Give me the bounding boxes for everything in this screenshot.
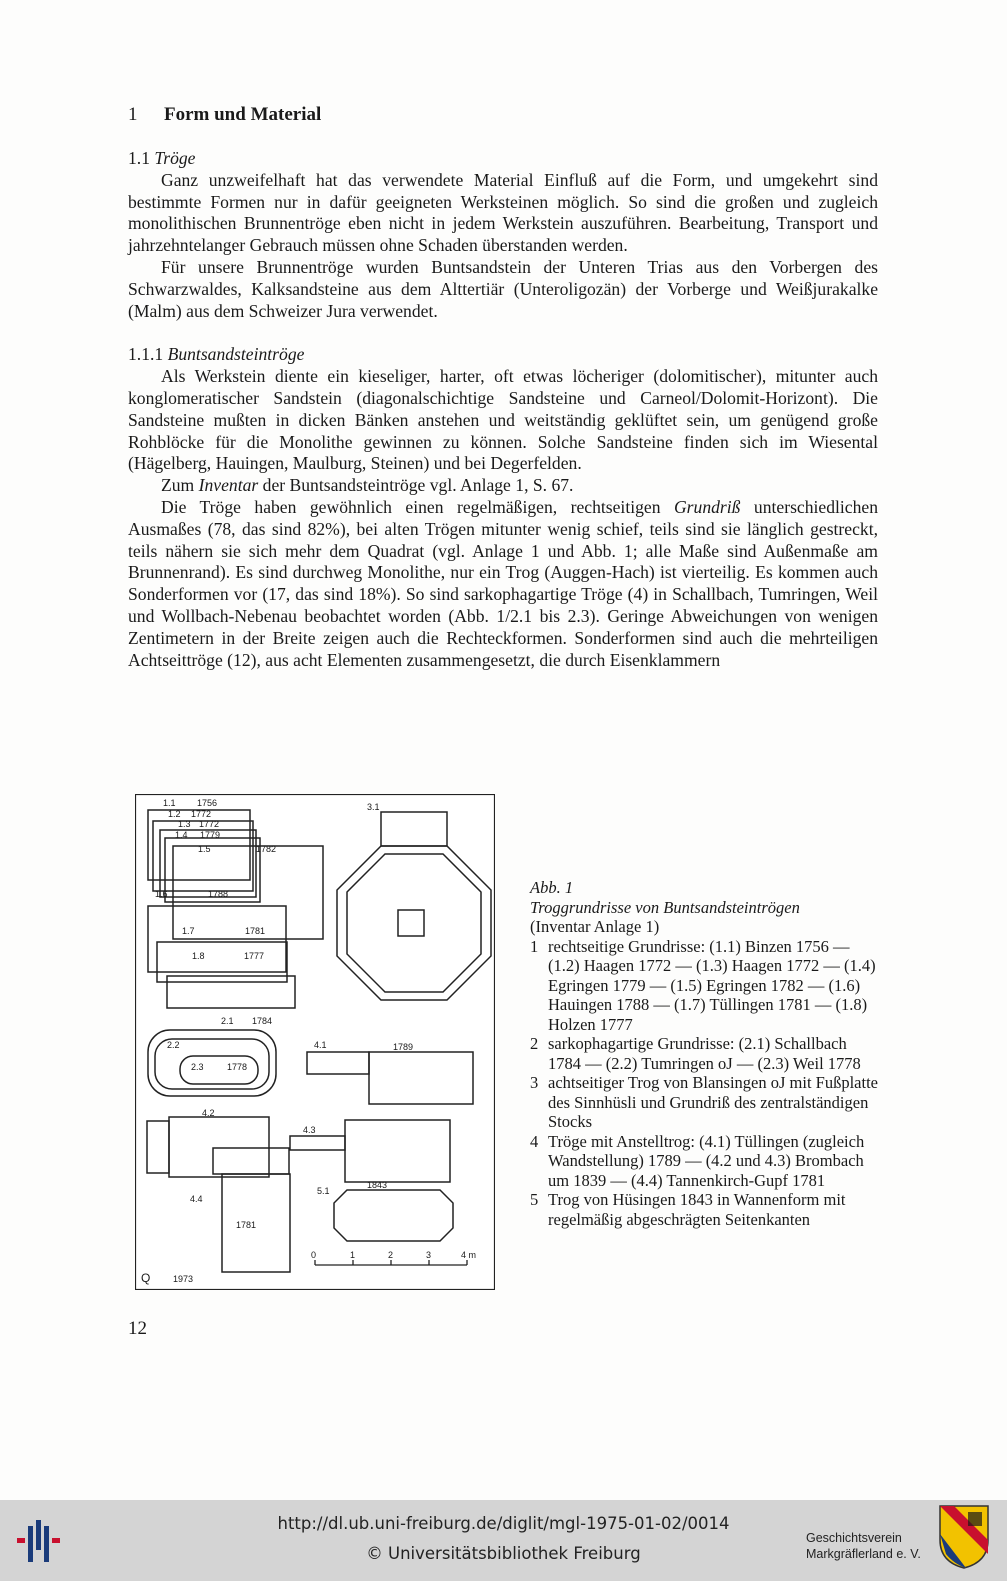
label-4-3: 4.3	[303, 1125, 316, 1135]
society-name	[806, 1530, 921, 1562]
year-5-1: 1843	[367, 1180, 388, 1190]
caption-title: Troggrundrisse von Buntsandsteintrögen	[530, 897, 800, 917]
caption-item-text: sarkophagartige Grundrisse: (2.1) Schallbach 1784 — (2.2) Tumringen oJ — (2.3) Weil 1778	[548, 1034, 861, 1073]
scale-4: 4 m	[461, 1250, 477, 1260]
figure-caption	[530, 878, 880, 1229]
paragraph: Als Werkstein diente ein kieseliger, harter, oft etwas löcheriger (dolomitischer), mitunter auch konglomeratischer Sandstein (diagonalschichtige Sandsteine und Carneol/Dolomit-Horizont). Die Sandsteine mußten in dicken Bänken anstehen und weitständig geklüftet sein, um genügend große Rohblöcke für die Monolithe gewinnen zu können. Solche Sandsteine finden sich im Wiesental (Hägelberg, Hauingen, Maulburg, Steinen) und bei Degerfelden.	[128, 366, 878, 474]
scale-2: 2	[388, 1250, 394, 1260]
figure-year: 1973	[173, 1274, 194, 1284]
caption-abb: Abb. 1	[530, 878, 574, 897]
scale-0: 0	[311, 1250, 317, 1260]
year-2-1: 1784	[252, 1016, 273, 1026]
year-2-3: 1778	[227, 1062, 248, 1072]
text-span: der Buntsandsteintröge vgl. Anlage 1, S. 67.	[258, 475, 574, 496]
label-1-7: 1.7	[182, 926, 195, 936]
paragraph: Ganz unzweifelhaft hat das verwendete Material Einfluß auf die Form, und umgekehrt sind bestimmte Formen nur in dafür geeigneten Werksteinen möglich. So sind die großen und zugleich monolithischen Brunnentröge eben nicht in jedem Werkstein auszuführen. Bearbeitung, Transport und jahrzehntelanger Gebrauch müssen ohne Schaden überstanden werden.	[128, 169, 878, 256]
caption-item-number: 2	[530, 1034, 539, 1053]
year-4-4: 1781	[236, 1220, 257, 1230]
paragraph	[128, 475, 878, 497]
section-number: 1	[128, 104, 138, 125]
figure-drawing	[135, 794, 495, 1290]
label-1-2: 1.2	[168, 809, 181, 819]
caption-item-number: 5	[530, 1190, 539, 1209]
subsection-title: Tröge	[154, 148, 196, 168]
scale-3: 3	[426, 1250, 432, 1260]
label-1-8: 1.8	[192, 951, 205, 961]
subsection-number: 1.1	[128, 148, 150, 168]
section-title: Form und Material	[164, 104, 322, 125]
body-text	[128, 148, 878, 671]
label-4-1: 4.1	[314, 1040, 327, 1050]
caption-item-text: achtseitiger Trog von Blansingen oJ mit Fußplatte des Sinnhüsli und Grundriß des zentralständigen Stocks	[548, 1073, 878, 1131]
year-1-1: 1756	[197, 798, 218, 808]
label-4-2: 4.2	[202, 1108, 215, 1118]
year-4-1: 1789	[393, 1042, 414, 1052]
emphasis: Grundriß	[673, 496, 741, 517]
label-4-4: 4.4	[190, 1194, 203, 1204]
year-1-3: 1772	[199, 819, 220, 829]
label-1-4: 1.4	[175, 830, 188, 840]
caption-item	[530, 1073, 880, 1132]
caption-item	[530, 937, 880, 1035]
caption-item-number: 4	[530, 1131, 539, 1151]
label-1-1: 1.1	[163, 798, 176, 808]
caption-item-text: Trog von Hüsingen 1843 in Wannenform mit regelmäßig abgeschrägten Seitenkanten	[548, 1190, 846, 1229]
subsection-heading-1-1-1	[128, 344, 878, 366]
society-line-2: Markgräflerland e. V.	[806, 1547, 921, 1561]
label-1-3: 1.3	[178, 819, 191, 829]
year-1-4: 1779	[200, 830, 221, 840]
subsection-heading-1-1	[128, 148, 878, 170]
caption-item-number: 1	[530, 936, 539, 956]
label-2-1: 2.1	[221, 1016, 234, 1026]
figure-trough-plans	[135, 794, 495, 1290]
footer-bar	[0, 1500, 1007, 1581]
society-line-1: Geschichtsverein	[806, 1531, 902, 1545]
footer-url-link[interactable]: http://dl.ub.uni-freiburg.de/diglit/mgl-1975-01-02/0014	[277, 1514, 730, 1533]
caption-item	[530, 1190, 880, 1229]
caption-subtitle: (Inventar Anlage 1)	[530, 917, 660, 936]
author-signature: Q	[141, 1271, 151, 1285]
caption-item-number: 3	[530, 1073, 539, 1092]
label-2-3: 2.3	[191, 1062, 204, 1072]
text-span: unterschiedlichen Ausmaßes (78, das sind 82%), bei alten Trögen mitunter wenig schief, teils sind sie länglich gestreckt, teils nähern sie sich mehr dem Quadrat (vgl. Anlage 1 und Abb. 1; alle Maße sind Außenmaße am Brunnenrand). Es sind durchweg Monolithe, nur ein Trog (Auggen-Hach) ist vierteilig. Es kommen auch Sonderformen vor (17, das sind 18%). So sind sarkophagartige Tröge (4) in Schallbach, Tumringen, Weil und Wollbach-Nebenau beobachtet worden (Abb. 1/2.1 bis 2.3). Geringe Abweichungen von wenigen Zentimetern in der Breite zeigen auch die Rechteckformen. Sonderformen sind auch die mehrteiligen Achtseittröge (12), aus acht Elementen zusammengesetzt, die durch Eisenklammern	[128, 496, 879, 670]
caption-item-text: rechtseitige Grundrisse: (1.1) Binzen 1756 — (1.2) Haagen 1772 — (1.3) Haagen 1772 — (1.4) Egringen 1779 — (1.5) Egringen 1782 — (1.6) Hauingen 1788 — (1.7) Tüllingen 1781 — (1.8) Holzen 1777	[548, 936, 876, 1034]
label-2-2: 2.2	[167, 1040, 180, 1050]
text-span: Zum	[161, 475, 199, 496]
text-span: Die Tröge haben gewöhnlich einen regelmäßigen, rechtseitigen	[161, 496, 674, 517]
year-1-2: 1772	[191, 809, 212, 819]
page-number: 12	[128, 1318, 147, 1339]
scale-1: 1	[350, 1250, 356, 1260]
year-1-8: 1777	[244, 951, 265, 961]
year-1-7: 1781	[245, 926, 266, 936]
coat-of-arms-icon	[938, 1504, 990, 1570]
emphasis: Inventar	[198, 475, 259, 496]
caption-item-text: Tröge mit Anstelltrog: (4.1) Tüllingen (zugleich Wandstellung) 1789 — (4.2 und 4.3) Brombach um 1839 — (4.4) Tannenkirch-Gupf 1781	[548, 1131, 865, 1190]
label-5-1: 5.1	[317, 1186, 330, 1196]
label-3-1: 3.1	[367, 802, 380, 812]
year-1-6: 1788	[208, 889, 229, 899]
section-heading	[128, 104, 321, 126]
caption-item	[530, 1034, 880, 1073]
paragraph	[128, 497, 878, 671]
caption-item	[530, 1132, 880, 1191]
year-1-5: 1782	[256, 844, 277, 854]
subsection-number: 1.1.1	[128, 344, 164, 365]
subsection-title: Buntsandsteintröge	[167, 344, 305, 365]
label-1-6: 1.6	[155, 889, 168, 899]
paragraph: Für unsere Brunnentröge wurden Buntsandstein der Unteren Trias aus den Vorbergen des Schwarzwaldes, Kalksandsteine aus dem Alttertiär (Unteroligozän) der Vorberge und Weißjurakalke (Malm) aus dem Schweizer Jura verwendet.	[128, 256, 878, 321]
footer-copyright: © Universitätsbibliothek Freiburg	[366, 1544, 641, 1563]
label-1-5: 1.5	[198, 844, 211, 854]
